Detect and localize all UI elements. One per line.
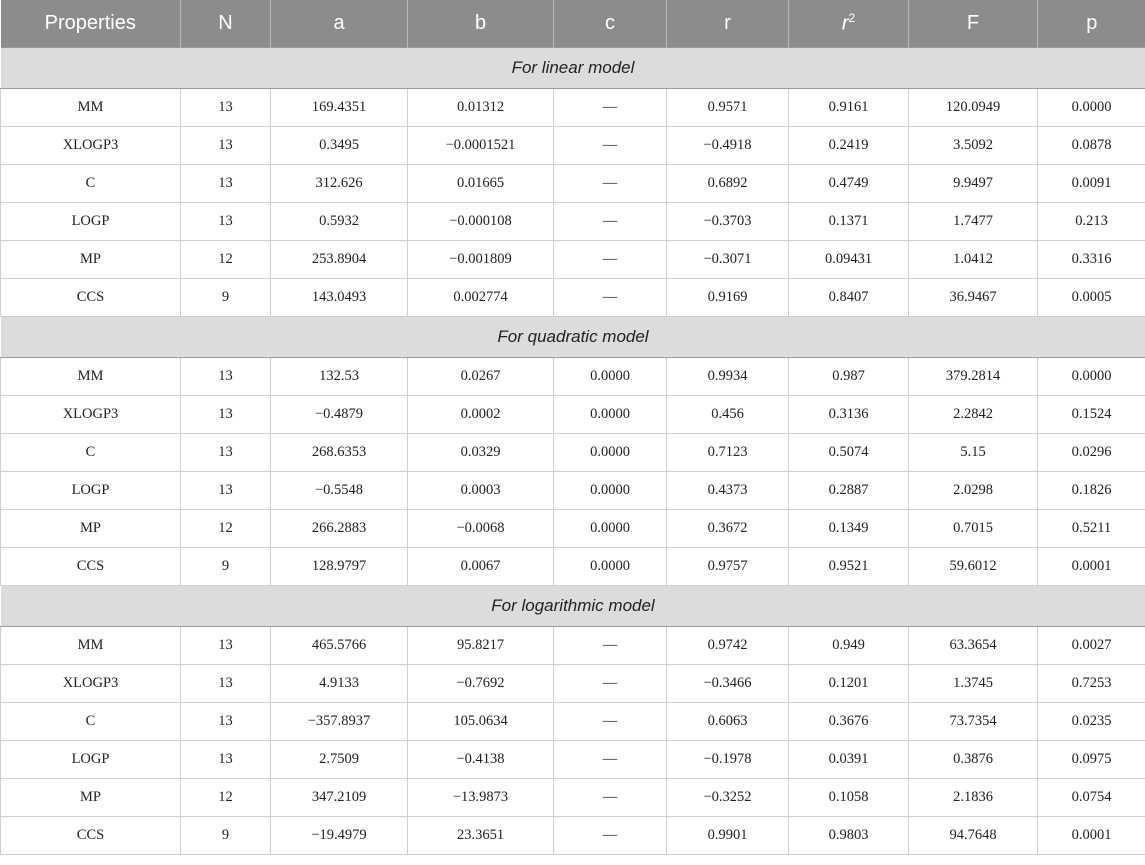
cell-f: 9.9497 — [909, 165, 1038, 203]
cell-r: −0.3466 — [667, 665, 789, 703]
cell-n: 13 — [181, 472, 271, 510]
cell-n: 13 — [181, 358, 271, 396]
cell-c: — — [554, 779, 667, 817]
cell-a: 143.0493 — [271, 279, 408, 317]
cell-r-squared: 0.5074 — [789, 434, 909, 472]
cell-r: 0.9169 — [667, 279, 789, 317]
cell-a: 266.2883 — [271, 510, 408, 548]
cell-r-squared: 0.949 — [789, 627, 909, 665]
cell-r-squared: 0.2419 — [789, 127, 909, 165]
cell-property: C — [1, 165, 181, 203]
cell-p: 0.1524 — [1038, 396, 1145, 434]
cell-n: 9 — [181, 817, 271, 855]
cell-n: 13 — [181, 396, 271, 434]
cell-f: 5.15 — [909, 434, 1038, 472]
cell-r: −0.1978 — [667, 741, 789, 779]
table-row — [1, 165, 1145, 203]
section-header-row — [1, 317, 1145, 358]
cell-property: XLOGP3 — [1, 396, 181, 434]
cell-r-squared: 0.1371 — [789, 203, 909, 241]
cell-b: −13.9873 — [408, 779, 554, 817]
cell-r: 0.6892 — [667, 165, 789, 203]
cell-p: 0.1826 — [1038, 472, 1145, 510]
cell-p: 0.0001 — [1038, 817, 1145, 855]
cell-n: 13 — [181, 703, 271, 741]
cell-property: MM — [1, 627, 181, 665]
cell-r-squared: 0.1349 — [789, 510, 909, 548]
table-row — [1, 472, 1145, 510]
cell-p: 0.0000 — [1038, 89, 1145, 127]
cell-r-squared: 0.1058 — [789, 779, 909, 817]
cell-property: MM — [1, 89, 181, 127]
cell-property: CCS — [1, 548, 181, 586]
cell-c: — — [554, 665, 667, 703]
table-row — [1, 241, 1145, 279]
cell-b: 95.8217 — [408, 627, 554, 665]
table-row — [1, 89, 1145, 127]
table-row — [1, 358, 1145, 396]
cell-a: 4.9133 — [271, 665, 408, 703]
cell-property: MP — [1, 241, 181, 279]
cell-f: 1.7477 — [909, 203, 1038, 241]
cell-f: 2.0298 — [909, 472, 1038, 510]
cell-r-squared: 0.9803 — [789, 817, 909, 855]
cell-c: — — [554, 627, 667, 665]
cell-b: 0.0002 — [408, 396, 554, 434]
cell-a: 268.6353 — [271, 434, 408, 472]
table-body — [1, 48, 1145, 855]
header-r-squared — [789, 0, 909, 48]
cell-c: — — [554, 89, 667, 127]
header-r-squared-base: r — [841, 12, 849, 35]
cell-b: −0.001809 — [408, 241, 554, 279]
cell-b: −0.7692 — [408, 665, 554, 703]
cell-c: 0.0000 — [554, 472, 667, 510]
table-row — [1, 510, 1145, 548]
cell-c: — — [554, 203, 667, 241]
cell-f: 73.7354 — [909, 703, 1038, 741]
cell-c: — — [554, 241, 667, 279]
cell-a: 465.5766 — [271, 627, 408, 665]
cell-r: −0.3252 — [667, 779, 789, 817]
cell-a: 253.8904 — [271, 241, 408, 279]
cell-property: LOGP — [1, 203, 181, 241]
cell-f: 63.3654 — [909, 627, 1038, 665]
cell-a: 0.3495 — [271, 127, 408, 165]
cell-b: 0.01312 — [408, 89, 554, 127]
cell-b: 0.0003 — [408, 472, 554, 510]
cell-n: 13 — [181, 203, 271, 241]
cell-p: 0.0754 — [1038, 779, 1145, 817]
cell-property: CCS — [1, 279, 181, 317]
cell-n: 12 — [181, 510, 271, 548]
header-b: b — [408, 0, 554, 48]
cell-n: 13 — [181, 165, 271, 203]
section-title: For linear model — [1, 48, 1145, 89]
cell-f: 379.2814 — [909, 358, 1038, 396]
cell-b: 0.0329 — [408, 434, 554, 472]
cell-r-squared: 0.987 — [789, 358, 909, 396]
table-row — [1, 817, 1145, 855]
cell-property: MP — [1, 779, 181, 817]
cell-p: 0.0027 — [1038, 627, 1145, 665]
cell-r-squared: 0.9161 — [789, 89, 909, 127]
cell-n: 9 — [181, 548, 271, 586]
cell-b: 105.0634 — [408, 703, 554, 741]
header-r: r — [667, 0, 789, 48]
cell-b: −0.0001521 — [408, 127, 554, 165]
cell-p: 0.0001 — [1038, 548, 1145, 586]
cell-a: 347.2109 — [271, 779, 408, 817]
cell-n: 9 — [181, 279, 271, 317]
cell-f: 2.1836 — [909, 779, 1038, 817]
cell-property: MM — [1, 358, 181, 396]
cell-r: 0.7123 — [667, 434, 789, 472]
table-row — [1, 703, 1145, 741]
table-row — [1, 779, 1145, 817]
cell-n: 12 — [181, 779, 271, 817]
cell-n: 13 — [181, 741, 271, 779]
cell-p: 0.0235 — [1038, 703, 1145, 741]
table-row — [1, 548, 1145, 586]
table-row — [1, 279, 1145, 317]
table-row — [1, 741, 1145, 779]
cell-b: −0.0068 — [408, 510, 554, 548]
cell-b: 0.0267 — [408, 358, 554, 396]
header-p: p — [1038, 0, 1145, 48]
cell-p: 0.3316 — [1038, 241, 1145, 279]
cell-p: 0.0975 — [1038, 741, 1145, 779]
cell-b: 0.01665 — [408, 165, 554, 203]
section-header-row — [1, 48, 1145, 89]
section-title: For quadratic model — [1, 317, 1145, 358]
cell-f: 0.3876 — [909, 741, 1038, 779]
cell-p: 0.0878 — [1038, 127, 1145, 165]
header-n: N — [181, 0, 271, 48]
table-row — [1, 203, 1145, 241]
cell-f: 1.0412 — [909, 241, 1038, 279]
section-title: For logarithmic model — [1, 586, 1145, 627]
header-properties: Properties — [1, 0, 181, 48]
cell-f: 2.2842 — [909, 396, 1038, 434]
cell-c: 0.0000 — [554, 548, 667, 586]
cell-a: 312.626 — [271, 165, 408, 203]
cell-a: 128.9797 — [271, 548, 408, 586]
cell-r: −0.3071 — [667, 241, 789, 279]
cell-r: 0.9934 — [667, 358, 789, 396]
cell-r-squared: 0.4749 — [789, 165, 909, 203]
cell-r: 0.9757 — [667, 548, 789, 586]
cell-r: 0.9742 — [667, 627, 789, 665]
cell-f: 120.0949 — [909, 89, 1038, 127]
header-c: c — [554, 0, 667, 48]
cell-a: −0.4879 — [271, 396, 408, 434]
cell-a: −357.8937 — [271, 703, 408, 741]
cell-b: 23.3651 — [408, 817, 554, 855]
cell-n: 13 — [181, 89, 271, 127]
cell-n: 13 — [181, 127, 271, 165]
cell-c: 0.0000 — [554, 396, 667, 434]
table-row — [1, 665, 1145, 703]
cell-r: 0.9571 — [667, 89, 789, 127]
cell-f: 0.7015 — [909, 510, 1038, 548]
cell-r-squared: 0.3136 — [789, 396, 909, 434]
cell-f: 3.5092 — [909, 127, 1038, 165]
cell-c: — — [554, 741, 667, 779]
cell-p: 0.0296 — [1038, 434, 1145, 472]
cell-c: 0.0000 — [554, 358, 667, 396]
cell-n: 13 — [181, 434, 271, 472]
cell-a: −19.4979 — [271, 817, 408, 855]
cell-c: — — [554, 165, 667, 203]
cell-f: 94.7648 — [909, 817, 1038, 855]
cell-a: 132.53 — [271, 358, 408, 396]
cell-p: 0.0000 — [1038, 358, 1145, 396]
cell-property: XLOGP3 — [1, 127, 181, 165]
cell-r-squared: 0.09431 — [789, 241, 909, 279]
cell-b: −0.000108 — [408, 203, 554, 241]
cell-b: 0.002774 — [408, 279, 554, 317]
cell-p: 0.0091 — [1038, 165, 1145, 203]
cell-a: 2.7509 — [271, 741, 408, 779]
cell-property: XLOGP3 — [1, 665, 181, 703]
cell-r: 0.9901 — [667, 817, 789, 855]
cell-b: −0.4138 — [408, 741, 554, 779]
cell-r-squared: 0.2887 — [789, 472, 909, 510]
header-f: F — [909, 0, 1038, 48]
cell-r: −0.4918 — [667, 127, 789, 165]
cell-r: 0.3672 — [667, 510, 789, 548]
cell-c: 0.0000 — [554, 434, 667, 472]
header-r-squared-exponent: 2 — [848, 11, 856, 26]
table-row — [1, 127, 1145, 165]
cell-r-squared: 0.9521 — [789, 548, 909, 586]
table-row — [1, 434, 1145, 472]
cell-n: 13 — [181, 627, 271, 665]
cell-p: 0.7253 — [1038, 665, 1145, 703]
cell-b: 0.0067 — [408, 548, 554, 586]
cell-n: 13 — [181, 665, 271, 703]
cell-a: −0.5548 — [271, 472, 408, 510]
cell-r: 0.4373 — [667, 472, 789, 510]
cell-property: C — [1, 434, 181, 472]
cell-p: 0.213 — [1038, 203, 1145, 241]
cell-r-squared: 0.1201 — [789, 665, 909, 703]
cell-r-squared: 0.8407 — [789, 279, 909, 317]
cell-property: CCS — [1, 817, 181, 855]
section-header-row — [1, 586, 1145, 627]
cell-c: — — [554, 817, 667, 855]
cell-a: 169.4351 — [271, 89, 408, 127]
cell-f: 59.6012 — [909, 548, 1038, 586]
cell-c: — — [554, 703, 667, 741]
header-a: a — [271, 0, 408, 48]
cell-r: −0.3703 — [667, 203, 789, 241]
cell-p: 0.5211 — [1038, 510, 1145, 548]
cell-n: 12 — [181, 241, 271, 279]
header-row — [1, 0, 1145, 48]
cell-r-squared: 0.3676 — [789, 703, 909, 741]
cell-f: 36.9467 — [909, 279, 1038, 317]
cell-r: 0.456 — [667, 396, 789, 434]
cell-c: — — [554, 127, 667, 165]
cell-r-squared: 0.0391 — [789, 741, 909, 779]
cell-c: — — [554, 279, 667, 317]
table-row — [1, 396, 1145, 434]
cell-property: C — [1, 703, 181, 741]
cell-f: 1.3745 — [909, 665, 1038, 703]
cell-property: LOGP — [1, 472, 181, 510]
cell-a: 0.5932 — [271, 203, 408, 241]
cell-property: MP — [1, 510, 181, 548]
cell-property: LOGP — [1, 741, 181, 779]
table-row — [1, 627, 1145, 665]
cell-r: 0.6063 — [667, 703, 789, 741]
cell-c: 0.0000 — [554, 510, 667, 548]
cell-p: 0.0005 — [1038, 279, 1145, 317]
